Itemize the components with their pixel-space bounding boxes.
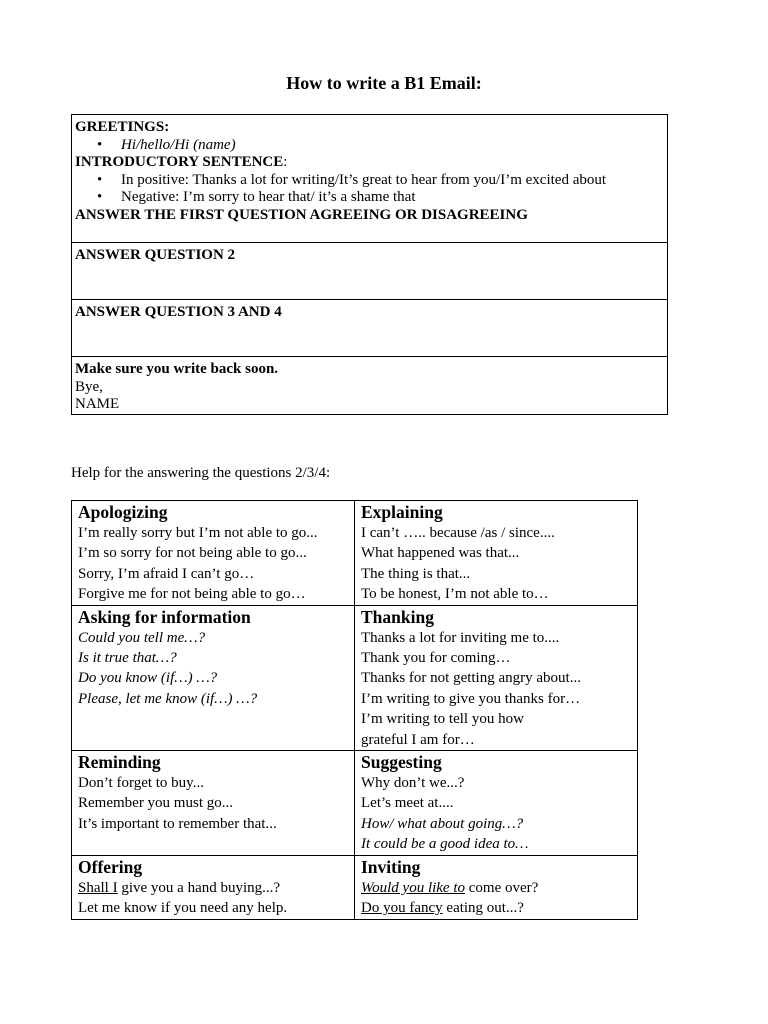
positive-example: In positive: Thanks a lot for writing/It’s great to hear from you/I’m excited about <box>121 171 607 188</box>
help-label: Help for the answering the questions 2/3/4: <box>71 465 331 481</box>
positive-bullet <box>75 172 664 190</box>
inviting-item <box>361 898 631 918</box>
phrases-row-4 <box>72 855 638 919</box>
suggesting-item: It could be a good idea to… <box>361 836 529 853</box>
inviting-title: Inviting <box>361 856 421 877</box>
offering-cell <box>72 855 355 919</box>
thanking-item: I’m writing to tell you how <box>361 711 524 728</box>
reminding-item: Remember you must go... <box>78 795 233 812</box>
apologizing-item: I’m so sorry for not being able to go... <box>78 545 307 562</box>
offering-item: Let me know if you need any help. <box>78 900 288 917</box>
bullet-icon: • <box>97 189 103 205</box>
explaining-item: To be honest, I’m not able to… <box>361 586 549 603</box>
asking-item: Do you know (if…) …? <box>78 670 218 687</box>
reminding-title: Reminding <box>78 752 161 773</box>
suggesting-title: Suggesting <box>361 752 442 773</box>
apologizing-title: Apologizing <box>78 502 168 522</box>
closing-line: Make sure you write back soon. <box>75 361 279 377</box>
structure-cell-opening <box>72 115 668 243</box>
useful-phrases-table <box>71 500 638 920</box>
greetings-label: GREETINGS: <box>75 119 170 135</box>
name-line: NAME <box>75 396 120 412</box>
explaining-item: What happened was that... <box>361 545 520 562</box>
apologizing-cell <box>72 501 355 606</box>
thanking-item: Thank you for coming… <box>361 650 511 667</box>
greeting-bullet <box>75 137 664 155</box>
negative-bullet <box>75 189 664 207</box>
reminding-cell <box>72 751 355 856</box>
intro-line <box>75 154 664 172</box>
inviting-item <box>361 878 631 898</box>
reminding-item: Don’t forget to buy... <box>78 775 204 792</box>
asking-title: Asking for information <box>78 606 251 627</box>
thanking-item: grateful I am for… <box>361 731 475 748</box>
structure-row-closing <box>72 357 668 415</box>
bullet-icon: • <box>97 136 103 153</box>
intro-label: INTRODUCTORY SENTENCE <box>75 154 284 170</box>
phrases-row-3 <box>72 751 638 856</box>
structure-row-q2 <box>72 243 668 300</box>
question-3-4-instruction: ANSWER QUESTION 3 AND 4 <box>75 304 282 320</box>
structure-cell-q2 <box>72 243 668 300</box>
offering-item-rest: give you a hand buying...? <box>117 879 281 896</box>
structure-row-opening <box>72 115 668 243</box>
inviting-item-underlined: Would you like to <box>361 879 466 896</box>
structure-cell-closing <box>72 357 668 415</box>
structure-cell-q34 <box>72 300 668 357</box>
offering-title: Offering <box>78 856 143 877</box>
question-2-instruction: ANSWER QUESTION 2 <box>75 247 236 263</box>
phrases-row-2 <box>72 605 638 750</box>
suggesting-item: How/ what about going…? <box>361 815 524 832</box>
asking-cell <box>72 605 355 750</box>
apologizing-item: Forgive me for not being able to go… <box>78 586 306 603</box>
thanking-item: Thanks for not getting angry about... <box>361 670 581 687</box>
suggesting-item: Why don’t we...? <box>361 775 465 792</box>
email-structure-table <box>71 114 668 415</box>
thanking-item: Thanks a lot for inviting me to.... <box>361 629 560 646</box>
asking-item: Is it true that…? <box>78 650 177 667</box>
phrases-row-1 <box>72 501 638 606</box>
suggesting-cell <box>355 751 638 856</box>
negative-example: Negative: I’m sorry to hear that/ it’s a shame that <box>121 189 416 205</box>
asking-item: Please, let me know (if…) …? <box>78 690 258 707</box>
explaining-title: Explaining <box>361 502 443 522</box>
thanking-item: I’m writing to give you thanks for… <box>361 690 581 707</box>
page-title: How to write a B1 Email: <box>286 73 482 93</box>
intro-colon: : <box>283 154 288 170</box>
asking-item: Could you tell me…? <box>78 629 206 646</box>
inviting-item-underlined: Do you fancy <box>361 900 443 917</box>
offering-item-underlined: Shall I <box>78 879 118 896</box>
offering-item <box>78 878 348 898</box>
inviting-cell <box>355 855 638 919</box>
thanking-cell <box>355 605 638 750</box>
inviting-item-rest: eating out...? <box>442 900 524 917</box>
apologizing-item: Sorry, I’m afraid I can’t go… <box>78 565 255 582</box>
question-1-instruction: ANSWER THE FIRST QUESTION AGREEING OR DISAGREEING <box>75 206 528 223</box>
explaining-item: I can’t ….. because /as / since.... <box>361 525 555 541</box>
bye-line: Bye, <box>75 378 103 395</box>
inviting-item-rest: come over? <box>465 879 539 896</box>
explaining-cell <box>355 501 638 606</box>
reminding-item: It’s important to remember that... <box>78 815 277 832</box>
explaining-item: The thing is that... <box>361 565 471 582</box>
apologizing-item: I’m really sorry but I’m not able to go... <box>78 525 318 541</box>
bullet-icon: • <box>97 171 103 188</box>
suggesting-item: Let’s meet at.... <box>361 795 454 812</box>
greeting-example: Hi/hello/Hi (name) <box>121 136 236 153</box>
thanking-title: Thanking <box>361 606 434 627</box>
structure-row-q34 <box>72 300 668 357</box>
